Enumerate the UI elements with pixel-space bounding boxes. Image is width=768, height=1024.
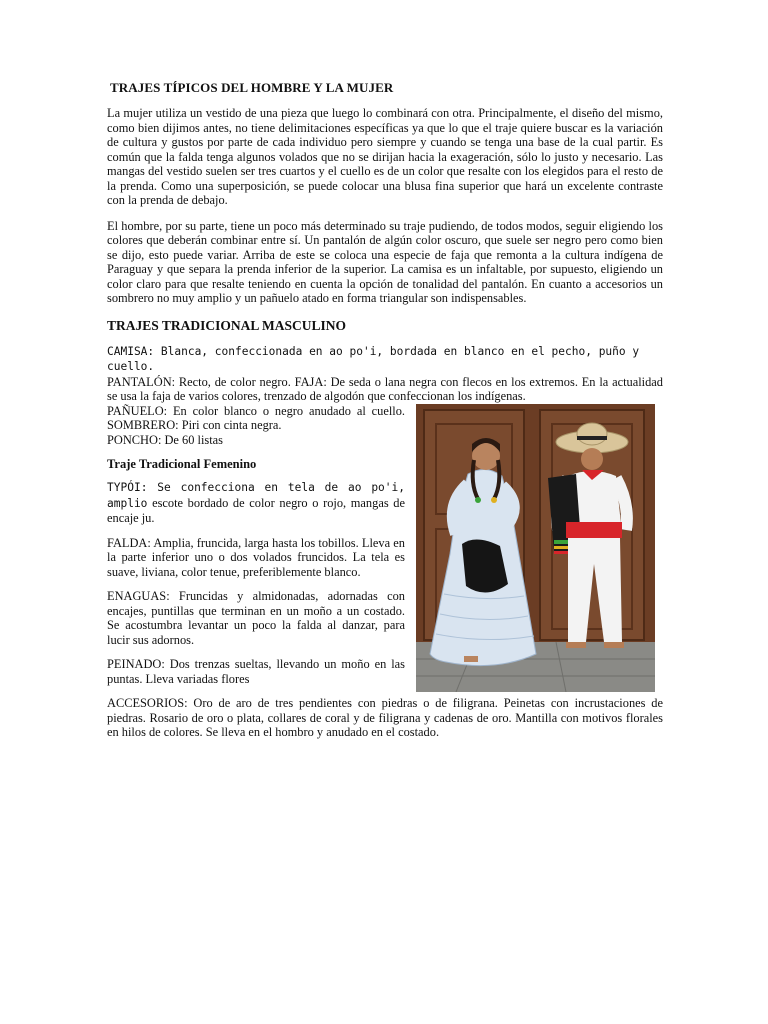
traditional-costume-photo (416, 404, 655, 692)
costume-photo-illustration (416, 404, 655, 692)
heading-femenino: Traje Tradicional Femenino (107, 457, 257, 471)
poncho-line: PONCHO: De 60 listas (107, 432, 223, 447)
camisa-label: CAMISA (107, 344, 148, 358)
left-column (107, 404, 405, 687)
split-section (107, 404, 663, 687)
pantalon-line: PANTALÓN: Recto, de color negro. FAJA: De seda o lana negra con flecos en los extremos. En la actualidad se usa la faja de varios colores, trenzado de algodón que confeccionan los indígenas. (107, 374, 663, 403)
typoi-text-mono: : Se confecciona en tela de ao po'i, amplio (107, 481, 405, 510)
document-page (107, 80, 663, 740)
camisa-line (107, 344, 663, 375)
accesorios-paragraph: ACCESORIOS: Oro de aro de tres pendientes con piedras o de filigrana. Peinetas con incrustaciones de piedras. Rosario de oro o plata, collares de coral y de filigrana y cadenas de oro. Mantilla con motivos florales en hilos de colores. Se lleva en el hombro y anudado en el costado. (107, 696, 663, 739)
typoi-text: escote bordado de color negro o rojo, mangas de encaje ju. (107, 495, 405, 525)
page-title: TRAJES TÍPICOS DEL HOMBRE Y LA MUJER (110, 80, 394, 95)
falda-paragraph: FALDA: Amplia, fruncida, larga hasta los tobillos. Lleva en la parte inferior uno o dos volados fruncidos. La tela es suave, liviana, color tenue, preferiblemente blanco. (107, 535, 405, 579)
typoi-paragraph (107, 480, 405, 526)
heading-masculino: TRAJES TRADICIONAL MASCULINO (107, 317, 347, 333)
typoi-label: TYPÓI (107, 481, 141, 494)
paragraph-hombre: El hombre, por su parte, tiene un poco más determinado su traje pudiendo, de todos modos, seguir eligiendo los colores que deberán combinar entre sí. Un pantalón de algún color oscuro, que suele ser negro pero como bien se dijo, esto puede variar. Arriba de este se coloca una especie de faja que remonta a la cultura indígena de Paraguay y que separa la prenda inferior de la superior. La camisa es un infaltable, por supuesto, eligiendo un color claro para que resalte teniendo en cuenta la opción de tonalidad del pantalón. En cuanto a accesorios un sombrero no muy amplio y un pañuelo atado en forma triangular son indispensables. (107, 218, 663, 305)
panuelo-line: PAÑUELO: En color blanco o negro anudado al cuello. SOMBRERO: Piri con cinta negra. (107, 403, 405, 432)
enaguas-paragraph: ENAGUAS: Fruncidas y almidonadas, adornadas con encajes, puntillas que terminan en un moño a un costado. Se acostumbra levantar un poco la falda al danzar, para lucir sus adornos. (107, 589, 405, 647)
peinado-paragraph: PEINADO: Dos trenzas sueltas, llevando un moño en las puntas. Lleva variadas flores (107, 657, 405, 686)
camisa-text: : Blanca, confeccionada en ao po'i, bordada en blanco en el pecho, puño y cuello. (107, 344, 640, 373)
paragraph-mujer: La mujer utiliza un vestido de una pieza que luego lo combinará con otra. Principalmente, el diseño del mismo, como bien dijimos antes, no tiene delimitaciones específicas ya que lo que el traje quiere buscar es la variación de cultura y gustos por parte de cada individuo pero siempre y cuando se tenga una base de la cual partir. Es común que la falda tenga algunos volados que no se dirijan hacia la exageración, sólo lo justo y necesario. Las mangas del vestido suelen ser tres cuartos y el cuello es de un color que resalte con los elegidos para el resto de la prenda. Como una superposición, se puede colocar una blusa fina superior que hará un excelente contraste con la prenda de debajo. (107, 106, 663, 207)
